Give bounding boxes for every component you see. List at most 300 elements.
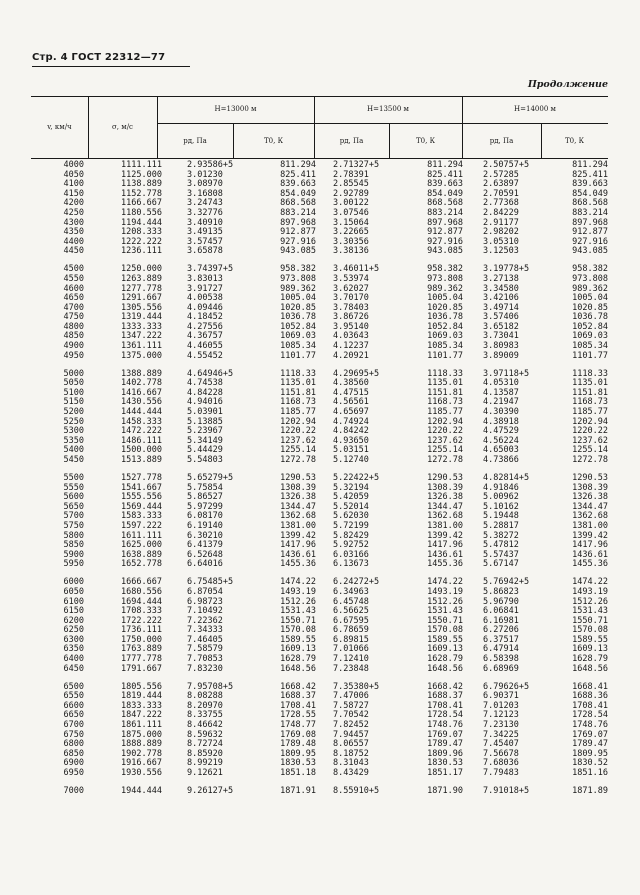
- table-cell: 1589.55: [572, 634, 608, 645]
- table-cell: 1166.667: [121, 198, 162, 209]
- table-cell: 6350: [63, 644, 84, 655]
- table-cell: 2.92789: [333, 188, 369, 199]
- table-cell: 1005.04: [280, 293, 316, 304]
- table-cell: 4.84242: [333, 426, 369, 437]
- table-cell: 6.64016: [187, 559, 223, 570]
- table-cell: 5200: [63, 407, 84, 418]
- table-cell: 1399.42: [427, 530, 463, 541]
- table-cell: 5950: [63, 559, 84, 570]
- table-cell: 5250: [63, 416, 84, 427]
- table-cell: 973.808: [280, 273, 316, 284]
- table-cell: 1416.667: [121, 387, 162, 398]
- table-cell: 3.40910: [187, 217, 223, 228]
- table-cell: 1362.68: [427, 511, 463, 522]
- table-cell: 6300: [63, 634, 84, 645]
- table-cell: 5.96790: [483, 596, 519, 607]
- table-cell: 1847.222: [121, 710, 162, 721]
- table-cell: 912.877: [572, 227, 608, 238]
- table-cell: 6550: [63, 691, 84, 702]
- table-cell: 8.33755: [187, 710, 223, 721]
- table-cell: 7.58727: [333, 700, 369, 711]
- row-group: [333, 370, 403, 466]
- table-cell: 6.19140: [187, 520, 223, 531]
- table-cell: 1871.89: [572, 785, 608, 796]
- row-group: [333, 474, 403, 570]
- header-altitude-13500: H=13500 м: [367, 105, 409, 113]
- table-cell: 1819.444: [121, 691, 162, 702]
- table-cell: 4800: [63, 321, 84, 332]
- row-group: [540, 265, 608, 361]
- table-cell: 1809.95: [280, 748, 316, 759]
- table-cell: 1194.444: [121, 217, 162, 228]
- table-cell: 7.94457: [333, 729, 369, 740]
- table-cell: 811.294: [572, 160, 608, 170]
- table-cell: 7.46405: [187, 634, 223, 645]
- table-cell: 989.362: [427, 283, 463, 294]
- table-cell: 3.53974: [333, 273, 369, 284]
- row-group: [248, 161, 316, 257]
- table-cell: 3.65182: [483, 321, 519, 332]
- table-cell: 5.38272: [483, 530, 519, 541]
- table-cell: 3.65878: [187, 246, 223, 257]
- table-cell: 1202.94: [280, 416, 316, 427]
- table-cell: 7.12410: [333, 654, 369, 665]
- table-cell: 5600: [63, 492, 84, 503]
- column-temp-13500: [395, 161, 463, 805]
- row-group: [395, 370, 463, 466]
- table-cell: 1381.00: [572, 520, 608, 531]
- table-cell: 2.57285: [483, 169, 519, 180]
- table-cell: 6.78659: [333, 625, 369, 636]
- table-cell: 5.03901: [187, 407, 223, 418]
- table-cell: 1362.68: [280, 511, 316, 522]
- table-cell: 1555.556: [121, 492, 162, 503]
- table-cell: 7.58579: [187, 644, 223, 655]
- table-cell: 1344.47: [427, 501, 463, 512]
- table-cell: 1237.62: [427, 435, 463, 446]
- row-group: [395, 787, 463, 797]
- table-cell: 1493.19: [427, 586, 463, 597]
- table-cell: 1871.90: [427, 785, 463, 796]
- table-cell: 5.12740: [333, 455, 369, 465]
- table-cell: 1255.14: [427, 445, 463, 456]
- table-cell: 1930.556: [121, 767, 162, 778]
- table-cell: 6.87054: [187, 586, 223, 597]
- table-cell: 1570.08: [280, 625, 316, 636]
- table-cell: 8.31043: [333, 758, 369, 769]
- table-cell: 1830.52: [572, 758, 608, 769]
- column-temp-13000: [248, 161, 316, 805]
- table-cell: 4.47515: [333, 387, 369, 398]
- table-cell: 5.65279+5: [187, 472, 234, 483]
- table-cell: 7.01203: [483, 700, 519, 711]
- table-cell: 5050: [63, 378, 84, 389]
- table-cell: 1748.76: [572, 720, 608, 731]
- table-cell: 1168.73: [427, 397, 463, 408]
- table-cell: 7.82452: [333, 720, 369, 731]
- table-cell: 1609.13: [427, 644, 463, 655]
- table-cell: 943.085: [280, 246, 316, 257]
- table-cell: 1809.95: [572, 748, 608, 759]
- row-group: [333, 161, 403, 257]
- row-group: [395, 161, 463, 257]
- table-cell: 1185.77: [427, 407, 463, 418]
- row-group: [540, 474, 608, 570]
- table-cell: 1550.71: [572, 615, 608, 626]
- table-cell: 3.62027: [333, 283, 369, 294]
- table-cell: 1272.78: [427, 455, 463, 465]
- table-cell: 6750: [63, 729, 84, 740]
- table-cell: 883.214: [572, 207, 608, 218]
- table-cell: 2.84229: [483, 207, 519, 218]
- row-group: [40, 787, 84, 797]
- row-group: [187, 370, 257, 466]
- table-cell: 1455.36: [427, 559, 463, 570]
- row-group: [94, 683, 162, 779]
- header-temp-2: T0, К: [416, 137, 435, 145]
- table-cell: 1728.54: [427, 710, 463, 721]
- table-cell: 8.85920: [187, 748, 223, 759]
- table-cell: 2.77368: [483, 198, 519, 209]
- table-cell: 1666.667: [121, 577, 162, 588]
- table-cell: 4650: [63, 293, 84, 304]
- table-cell: 854.049: [427, 188, 463, 199]
- table-cell: 1708.41: [427, 700, 463, 711]
- table-cell: 6.16981: [483, 615, 519, 626]
- table-cell: 1748.77: [280, 720, 316, 731]
- table-cell: 1648.56: [280, 663, 316, 674]
- table-cell: 6.90371: [483, 691, 519, 702]
- table-cell: 868.568: [280, 198, 316, 209]
- table-cell: 839.663: [572, 179, 608, 190]
- table-cell: 6.58398: [483, 654, 519, 665]
- row-group: [333, 578, 403, 674]
- row-group: [248, 370, 316, 466]
- table-cell: 5450: [63, 455, 84, 465]
- table-cell: 1648.56: [427, 663, 463, 674]
- header-top-rule: [31, 96, 608, 97]
- table-cell: 3.80983: [483, 341, 519, 352]
- table-cell: 1399.42: [280, 530, 316, 541]
- row-group: [94, 265, 162, 361]
- row-group: [540, 370, 608, 466]
- table-cell: 1628.79: [427, 654, 463, 665]
- table-cell: 6600: [63, 700, 84, 711]
- row-group: [187, 161, 257, 257]
- table-cell: 1570.08: [572, 625, 608, 636]
- table-cell: 5.82429: [333, 530, 369, 541]
- table-cell: 5.28817: [483, 520, 519, 531]
- table-cell: 1375.000: [121, 350, 162, 361]
- table-cell: 2.98202: [483, 227, 519, 238]
- table-cell: 1851.16: [572, 767, 608, 778]
- table-cell: 5.00962: [483, 492, 519, 503]
- table-cell: 4.38560: [333, 378, 369, 389]
- table-cell: 1344.47: [280, 501, 316, 512]
- table-cell: 958.382: [280, 264, 316, 275]
- table-cell: 5900: [63, 549, 84, 560]
- table-cell: 6.75485+5: [187, 577, 234, 588]
- table-cell: 7.56678: [483, 748, 519, 759]
- table-cell: 9.12621: [187, 767, 223, 778]
- table-cell: 1668.41: [572, 681, 608, 692]
- table-cell: 5550: [63, 482, 84, 493]
- table-cell: 5.23967: [187, 426, 223, 437]
- table-cell: 1430.556: [121, 397, 162, 408]
- table-cell: 4500: [63, 264, 84, 275]
- table-cell: 1769.07: [427, 729, 463, 740]
- table-cell: 927.916: [427, 236, 463, 247]
- table-cell: 3.00122: [333, 198, 369, 209]
- table-cell: 6.67595: [333, 615, 369, 626]
- table-cell: 6.68969: [483, 663, 519, 674]
- row-group: [540, 578, 608, 674]
- table-cell: 4.47529: [483, 426, 519, 437]
- table-cell: 1541.667: [121, 482, 162, 493]
- table-cell: 5.75854: [187, 482, 223, 493]
- table-cell: 1272.78: [280, 455, 316, 465]
- table-cell: 1180.556: [121, 207, 162, 218]
- column-sigma: [94, 161, 162, 805]
- table-cell: 4300: [63, 217, 84, 228]
- table-cell: 5300: [63, 426, 84, 437]
- table-cell: 4850: [63, 331, 84, 342]
- table-cell: 1085.34: [427, 341, 463, 352]
- table-cell: 1805.556: [121, 681, 162, 692]
- table-cell: 1250.000: [121, 264, 162, 275]
- table-cell: 1272.78: [572, 455, 608, 465]
- row-group: [94, 578, 162, 674]
- table-cell: 1326.38: [572, 492, 608, 503]
- table-cell: 3.05310: [483, 236, 519, 247]
- table-cell: 958.382: [572, 264, 608, 275]
- table-cell: 973.808: [572, 273, 608, 284]
- table-cell: 989.362: [572, 283, 608, 294]
- header-pressure-2: pд, Па: [339, 137, 364, 145]
- table-cell: 1220.22: [572, 426, 608, 437]
- table-cell: 1851.18: [280, 767, 316, 778]
- table-cell: 1388.889: [121, 368, 162, 379]
- header-altitude-14000: H=14000 м: [514, 105, 556, 113]
- table-cell: 989.362: [280, 283, 316, 294]
- row-group: [395, 265, 463, 361]
- table-cell: 3.97118+5: [483, 368, 530, 379]
- table-cell: 4600: [63, 283, 84, 294]
- table-cell: 1589.55: [427, 634, 463, 645]
- table-cell: 6700: [63, 720, 84, 731]
- table-cell: 3.74397+5: [187, 264, 234, 275]
- table-cell: 1708.41: [572, 700, 608, 711]
- row-group: [333, 787, 403, 797]
- table-cell: 8.55910+5: [333, 785, 380, 796]
- table-cell: 1305.556: [121, 302, 162, 313]
- table-cell: 5150: [63, 397, 84, 408]
- table-cell: 5.19448: [483, 511, 519, 522]
- table-cell: 1789.48: [280, 739, 316, 750]
- table-cell: 3.83013: [187, 273, 223, 284]
- table-cell: 6450: [63, 663, 84, 674]
- table-cell: 1851.17: [427, 767, 463, 778]
- table-cell: 7.23848: [333, 663, 369, 674]
- table-cell: 1151.81: [280, 387, 316, 398]
- table-cell: 1135.01: [572, 378, 608, 389]
- header-temp-3: T0, К: [565, 137, 584, 145]
- table-cell: 5.10162: [483, 501, 519, 512]
- table-cell: 1020.85: [280, 302, 316, 313]
- table-header: [31, 96, 608, 159]
- column-pressure-13500: [333, 161, 403, 805]
- table-cell: 897.968: [572, 217, 608, 228]
- table-cell: 5.97299: [187, 501, 223, 512]
- table-cell: 1402.778: [121, 378, 162, 389]
- table-cell: 1152.778: [121, 188, 162, 199]
- row-group: [94, 370, 162, 466]
- table-cell: 1135.01: [280, 378, 316, 389]
- table-cell: 1237.62: [280, 435, 316, 446]
- table-cell: 1550.71: [280, 615, 316, 626]
- table-cell: 7.83230: [187, 663, 223, 674]
- table-cell: 6400: [63, 654, 84, 665]
- table-cell: 5.72199: [333, 520, 369, 531]
- table-cell: 4400: [63, 236, 84, 247]
- table-cell: 1151.81: [572, 387, 608, 398]
- table-cell: 6900: [63, 758, 84, 769]
- table-cell: 1326.38: [427, 492, 463, 503]
- table-cell: 1474.22: [572, 577, 608, 588]
- table-cell: 839.663: [280, 179, 316, 190]
- table-cell: 1875.000: [121, 729, 162, 740]
- table-cell: 4.46055: [187, 341, 223, 352]
- table-cell: 854.049: [572, 188, 608, 199]
- table-cell: 4.74924: [333, 416, 369, 427]
- table-cell: 5.47812: [483, 540, 519, 551]
- table-cell: 4.05310: [483, 378, 519, 389]
- table-cell: 825.411: [280, 169, 316, 180]
- table-cell: 839.663: [427, 179, 463, 190]
- table-cell: 4.13587: [483, 387, 519, 398]
- table-cell: 1361.111: [121, 341, 162, 352]
- table-cell: 1118.33: [280, 368, 316, 379]
- table-cell: 1319.444: [121, 312, 162, 323]
- column-velocity: [40, 161, 84, 805]
- table-cell: 5.13885: [187, 416, 223, 427]
- table-cell: 4.29695+5: [333, 368, 380, 379]
- table-cell: 1417.96: [427, 540, 463, 551]
- table-cell: 6.79626+5: [483, 681, 530, 692]
- table-cell: 1708.333: [121, 606, 162, 617]
- table-cell: 1263.889: [121, 273, 162, 284]
- page-title: Стр. 4 ГОСТ 22312—77: [32, 52, 165, 63]
- table-cell: 5.57437: [483, 549, 519, 560]
- table-cell: 4.27556: [187, 321, 223, 332]
- table-cell: 1789.47: [427, 739, 463, 750]
- table-cell: 1728.55: [280, 710, 316, 721]
- row-group: [333, 265, 403, 361]
- table-cell: 1493.19: [280, 586, 316, 597]
- header-sigma: σ, м/с: [112, 123, 133, 131]
- header-temp-1: T0, К: [264, 137, 283, 145]
- table-cell: 4.82814+5: [483, 472, 530, 483]
- table-cell: 1168.73: [572, 397, 608, 408]
- row-group: [540, 161, 608, 257]
- table-cell: 3.24743: [187, 198, 223, 209]
- table-cell: 6.89815: [333, 634, 369, 645]
- table-cell: 1362.68: [572, 511, 608, 522]
- row-group: [94, 474, 162, 570]
- table-cell: 4100: [63, 179, 84, 190]
- table-cell: 1085.34: [572, 341, 608, 352]
- table-cell: 2.85545: [333, 179, 369, 190]
- table-cell: 1036.78: [280, 312, 316, 323]
- table-cell: 3.73041: [483, 331, 519, 342]
- table-cell: 1326.38: [280, 492, 316, 503]
- table-cell: 1628.79: [280, 654, 316, 665]
- table-cell: 1902.778: [121, 748, 162, 759]
- table-cell: 1861.111: [121, 720, 162, 731]
- table-cell: 6.08170: [187, 511, 223, 522]
- table-cell: 8.18752: [333, 748, 369, 759]
- table-cell: 4.09446: [187, 302, 223, 313]
- table-cell: 1118.33: [572, 368, 608, 379]
- table-cell: 3.78403: [333, 302, 369, 313]
- table-cell: 1789.47: [572, 739, 608, 750]
- table-cell: 4450: [63, 246, 84, 257]
- table-cell: 897.968: [427, 217, 463, 228]
- table-cell: 5.92752: [333, 540, 369, 551]
- row-group: [540, 683, 608, 779]
- table-cell: 1052.84: [280, 321, 316, 332]
- table-cell: 854.049: [280, 188, 316, 199]
- header-velocity: v, км/ч: [47, 123, 72, 131]
- table-cell: 1668.42: [427, 681, 463, 692]
- table-cell: 1255.14: [280, 445, 316, 456]
- table-cell: 1944.444: [121, 785, 162, 796]
- table-cell: 912.877: [427, 227, 463, 238]
- table-cell: 1512.26: [280, 596, 316, 607]
- table-cell: 1688.36: [572, 691, 608, 702]
- table-cell: 4.84228: [187, 387, 223, 398]
- header-altitude-13000: H=13000 м: [214, 105, 257, 113]
- table-cell: 1220.22: [280, 426, 316, 437]
- table-cell: 1118.33: [427, 368, 463, 379]
- table-cell: 1871.91: [280, 785, 316, 796]
- table-cell: 3.70170: [333, 293, 369, 304]
- table-cell: 6.24272+5: [333, 577, 380, 588]
- table-cell: 7.10492: [187, 606, 223, 617]
- table-cell: 7.35380+5: [333, 681, 380, 692]
- row-group: [187, 578, 257, 674]
- table-cell: 1708.41: [280, 700, 316, 711]
- table-cell: 6.45748: [333, 596, 369, 607]
- table-cell: 1550.71: [427, 615, 463, 626]
- table-cell: 3.08970: [187, 179, 223, 190]
- table-cell: 1036.78: [427, 312, 463, 323]
- table-cell: 6150: [63, 606, 84, 617]
- table-cell: 1069.03: [572, 331, 608, 342]
- table-cell: 1138.889: [121, 179, 162, 190]
- table-cell: 5.67147: [483, 559, 519, 570]
- table-cell: 8.99219: [187, 758, 223, 769]
- table-cell: 1005.04: [427, 293, 463, 304]
- table-cell: 4.30390: [483, 407, 519, 418]
- table-cell: 1688.37: [280, 691, 316, 702]
- row-group: [540, 787, 608, 797]
- title-underline: [32, 66, 190, 67]
- table-cell: 5100: [63, 387, 84, 398]
- table-cell: 1638.889: [121, 549, 162, 560]
- table-cell: 1052.84: [427, 321, 463, 332]
- table-cell: 5750: [63, 520, 84, 531]
